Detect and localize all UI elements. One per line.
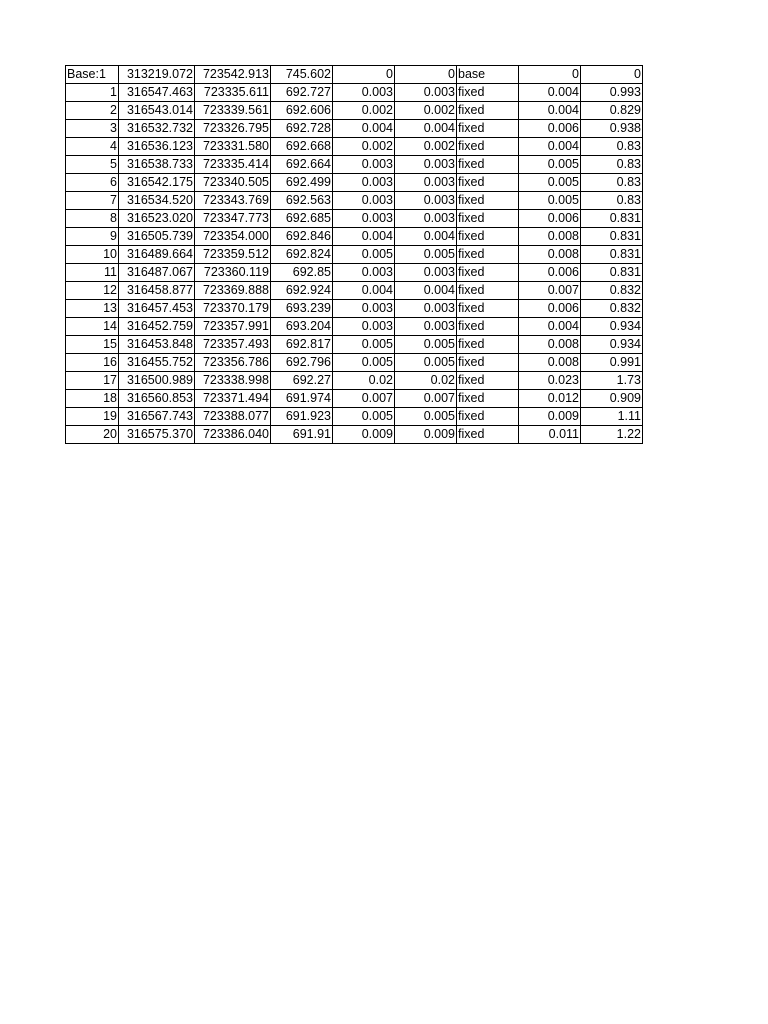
- table-cell[interactable]: 0.004: [333, 228, 395, 246]
- table-row: [66, 246, 643, 264]
- table-cell[interactable]: 1.22: [581, 426, 643, 444]
- table-cell[interactable]: 723343.769: [195, 192, 271, 210]
- table-cell[interactable]: 692.846: [271, 228, 333, 246]
- table-cell[interactable]: 0.005: [519, 174, 581, 192]
- table-cell[interactable]: 16: [66, 354, 119, 372]
- table-cell[interactable]: 0.832: [581, 282, 643, 300]
- table-cell[interactable]: 0.003: [333, 318, 395, 336]
- table-cell[interactable]: 0.002: [395, 138, 457, 156]
- table-cell[interactable]: 723335.611: [195, 84, 271, 102]
- table-cell[interactable]: 0.005: [333, 408, 395, 426]
- table-cell[interactable]: 0: [333, 66, 395, 84]
- table-cell[interactable]: fixed: [457, 372, 519, 390]
- table-cell[interactable]: 0.831: [581, 228, 643, 246]
- table-cell[interactable]: 0.003: [395, 156, 457, 174]
- table-cell[interactable]: 1.11: [581, 408, 643, 426]
- table-cell[interactable]: 0: [395, 66, 457, 84]
- table-cell[interactable]: 0.003: [333, 264, 395, 282]
- table-cell[interactable]: 20: [66, 426, 119, 444]
- table-cell[interactable]: 0.829: [581, 102, 643, 120]
- table-cell[interactable]: 691.91: [271, 426, 333, 444]
- table-cell[interactable]: 0.008: [519, 246, 581, 264]
- table-cell[interactable]: 316567.743: [119, 408, 195, 426]
- table-cell[interactable]: 0.008: [519, 336, 581, 354]
- table-row: [66, 192, 643, 210]
- table-row: [66, 138, 643, 156]
- table-cell[interactable]: fixed: [457, 84, 519, 102]
- table-cell[interactable]: base: [457, 66, 519, 84]
- table-cell[interactable]: 0.003: [333, 156, 395, 174]
- table-row: [66, 156, 643, 174]
- table-cell[interactable]: 0.02: [333, 372, 395, 390]
- table-row: [66, 300, 643, 318]
- table-cell[interactable]: 693.204: [271, 318, 333, 336]
- table-cell[interactable]: 692.85: [271, 264, 333, 282]
- table-cell[interactable]: 692.824: [271, 246, 333, 264]
- table-cell[interactable]: fixed: [457, 246, 519, 264]
- table-cell[interactable]: 0.002: [395, 102, 457, 120]
- table-cell[interactable]: fixed: [457, 156, 519, 174]
- table-cell[interactable]: Base:1: [66, 66, 119, 84]
- table-cell[interactable]: 316453.848: [119, 336, 195, 354]
- table-cell[interactable]: 0.002: [333, 138, 395, 156]
- table-cell[interactable]: 0.991: [581, 354, 643, 372]
- spreadsheet-body: [66, 66, 643, 444]
- table-cell[interactable]: 723542.913: [195, 66, 271, 84]
- table-cell[interactable]: 316538.733: [119, 156, 195, 174]
- table-cell[interactable]: 0.006: [519, 120, 581, 138]
- table-cell[interactable]: 0.004: [519, 138, 581, 156]
- table-cell[interactable]: 0.003: [395, 318, 457, 336]
- table-cell[interactable]: 723370.179: [195, 300, 271, 318]
- table-cell[interactable]: 0.005: [395, 408, 457, 426]
- table-cell[interactable]: 691.923: [271, 408, 333, 426]
- table-cell[interactable]: 316543.014: [119, 102, 195, 120]
- table-cell[interactable]: 0.009: [395, 426, 457, 444]
- table-cell[interactable]: 0.005: [333, 246, 395, 264]
- table-cell[interactable]: 0.831: [581, 264, 643, 282]
- table-cell[interactable]: 9: [66, 228, 119, 246]
- table-row: [66, 228, 643, 246]
- table-cell[interactable]: 6: [66, 174, 119, 192]
- table-cell[interactable]: fixed: [457, 210, 519, 228]
- table-cell[interactable]: 19: [66, 408, 119, 426]
- table-cell[interactable]: 313219.072: [119, 66, 195, 84]
- table-cell[interactable]: 10: [66, 246, 119, 264]
- table-row: [66, 264, 643, 282]
- table-cell[interactable]: 0.83: [581, 174, 643, 192]
- table-cell[interactable]: 316575.370: [119, 426, 195, 444]
- table-cell[interactable]: 0.003: [333, 84, 395, 102]
- table-cell[interactable]: 0.004: [519, 318, 581, 336]
- table-cell[interactable]: 3: [66, 120, 119, 138]
- table-cell[interactable]: 0.02: [395, 372, 457, 390]
- spreadsheet-table: [65, 65, 643, 444]
- table-cell[interactable]: 316487.067: [119, 264, 195, 282]
- table-cell[interactable]: 723335.414: [195, 156, 271, 174]
- table-cell[interactable]: 0.006: [519, 264, 581, 282]
- table-cell[interactable]: 11: [66, 264, 119, 282]
- table-cell[interactable]: 692.728: [271, 120, 333, 138]
- table-cell[interactable]: fixed: [457, 408, 519, 426]
- table-cell[interactable]: 1: [66, 84, 119, 102]
- table-cell[interactable]: 0.006: [519, 210, 581, 228]
- table-cell[interactable]: fixed: [457, 282, 519, 300]
- table-cell[interactable]: 0.003: [333, 300, 395, 318]
- table-cell[interactable]: 692.727: [271, 84, 333, 102]
- table-cell[interactable]: 0.007: [395, 390, 457, 408]
- table-cell[interactable]: 723357.991: [195, 318, 271, 336]
- table-cell[interactable]: 0.004: [333, 282, 395, 300]
- table-cell[interactable]: 692.27: [271, 372, 333, 390]
- table-cell[interactable]: 723371.494: [195, 390, 271, 408]
- table-cell[interactable]: 1.73: [581, 372, 643, 390]
- table-row: [66, 84, 643, 102]
- table-row: [66, 102, 643, 120]
- table-cell[interactable]: 0.004: [333, 120, 395, 138]
- table-cell[interactable]: 0.003: [333, 192, 395, 210]
- table-cell[interactable]: 0.004: [519, 102, 581, 120]
- table-cell[interactable]: 0.003: [395, 210, 457, 228]
- table-cell[interactable]: 0.934: [581, 336, 643, 354]
- table-cell[interactable]: 0.012: [519, 390, 581, 408]
- table-cell[interactable]: 0.002: [333, 102, 395, 120]
- table-cell[interactable]: fixed: [457, 390, 519, 408]
- table-cell[interactable]: 0.005: [333, 354, 395, 372]
- table-cell[interactable]: 0.005: [519, 156, 581, 174]
- table-row: [66, 390, 643, 408]
- table-cell[interactable]: 316489.664: [119, 246, 195, 264]
- table-cell[interactable]: 0.005: [519, 192, 581, 210]
- table-row: [66, 408, 643, 426]
- table-cell[interactable]: 723369.888: [195, 282, 271, 300]
- table-cell[interactable]: 0.006: [519, 300, 581, 318]
- table-cell[interactable]: 723326.795: [195, 120, 271, 138]
- table-cell[interactable]: 12: [66, 282, 119, 300]
- table-row: [66, 282, 643, 300]
- table-cell[interactable]: 0.007: [333, 390, 395, 408]
- table-cell[interactable]: 0.83: [581, 192, 643, 210]
- table-cell[interactable]: 0.831: [581, 246, 643, 264]
- table-cell[interactable]: 0: [581, 66, 643, 84]
- table-cell[interactable]: 723339.561: [195, 102, 271, 120]
- table-cell[interactable]: 0.004: [395, 120, 457, 138]
- table-cell[interactable]: fixed: [457, 336, 519, 354]
- table-cell[interactable]: 723359.512: [195, 246, 271, 264]
- table-cell[interactable]: 692.606: [271, 102, 333, 120]
- table-cell[interactable]: fixed: [457, 102, 519, 120]
- table-row: [66, 426, 643, 444]
- table-row: [66, 354, 643, 372]
- table-cell[interactable]: 4: [66, 138, 119, 156]
- table-row: [66, 372, 643, 390]
- table-cell[interactable]: 0.83: [581, 156, 643, 174]
- table-cell[interactable]: 316532.732: [119, 120, 195, 138]
- table-cell[interactable]: 0.003: [333, 210, 395, 228]
- table-cell[interactable]: 0.008: [519, 228, 581, 246]
- table-cell[interactable]: 0.009: [519, 408, 581, 426]
- table-cell[interactable]: 17: [66, 372, 119, 390]
- table-row: [66, 210, 643, 228]
- table-cell[interactable]: fixed: [457, 426, 519, 444]
- table-cell[interactable]: 0.003: [395, 264, 457, 282]
- table-cell[interactable]: 0.009: [333, 426, 395, 444]
- table-cell[interactable]: 316505.739: [119, 228, 195, 246]
- table-cell[interactable]: 0.003: [395, 300, 457, 318]
- table-cell[interactable]: 723357.493: [195, 336, 271, 354]
- table-cell[interactable]: fixed: [457, 138, 519, 156]
- table-cell[interactable]: 0.004: [519, 84, 581, 102]
- table-cell[interactable]: 316458.877: [119, 282, 195, 300]
- table-cell[interactable]: 0.831: [581, 210, 643, 228]
- table-cell[interactable]: 691.974: [271, 390, 333, 408]
- table-cell[interactable]: 0.003: [333, 174, 395, 192]
- table-cell[interactable]: 0.83: [581, 138, 643, 156]
- table-cell[interactable]: 0.934: [581, 318, 643, 336]
- table-cell[interactable]: 0.004: [395, 282, 457, 300]
- table-cell[interactable]: 316452.759: [119, 318, 195, 336]
- table-cell[interactable]: 692.796: [271, 354, 333, 372]
- table-cell[interactable]: 316560.853: [119, 390, 195, 408]
- table-cell[interactable]: 7: [66, 192, 119, 210]
- table-cell[interactable]: 692.817: [271, 336, 333, 354]
- table-cell[interactable]: 692.668: [271, 138, 333, 156]
- table-row: [66, 66, 643, 84]
- table-cell[interactable]: 0.993: [581, 84, 643, 102]
- table-cell[interactable]: fixed: [457, 300, 519, 318]
- table-cell[interactable]: 316523.020: [119, 210, 195, 228]
- table-cell[interactable]: 692.664: [271, 156, 333, 174]
- table-cell[interactable]: 0.003: [395, 192, 457, 210]
- table-cell[interactable]: 0.938: [581, 120, 643, 138]
- table-cell[interactable]: 745.602: [271, 66, 333, 84]
- table-cell[interactable]: 0.003: [395, 84, 457, 102]
- table-cell[interactable]: 13: [66, 300, 119, 318]
- table-cell[interactable]: 692.924: [271, 282, 333, 300]
- table-cell[interactable]: 723331.580: [195, 138, 271, 156]
- table-cell[interactable]: 8: [66, 210, 119, 228]
- table-cell[interactable]: 0.004: [395, 228, 457, 246]
- table-row: [66, 318, 643, 336]
- table-cell[interactable]: 693.239: [271, 300, 333, 318]
- table-row: [66, 174, 643, 192]
- table-cell[interactable]: 0.909: [581, 390, 643, 408]
- table-cell[interactable]: 14: [66, 318, 119, 336]
- table-cell[interactable]: 723388.077: [195, 408, 271, 426]
- table-cell[interactable]: 2: [66, 102, 119, 120]
- table-cell[interactable]: 15: [66, 336, 119, 354]
- table-cell[interactable]: 0.005: [395, 354, 457, 372]
- table-cell[interactable]: fixed: [457, 120, 519, 138]
- table-cell[interactable]: 723386.040: [195, 426, 271, 444]
- table-cell[interactable]: fixed: [457, 354, 519, 372]
- table-cell[interactable]: 316542.175: [119, 174, 195, 192]
- table-cell[interactable]: 692.685: [271, 210, 333, 228]
- table-cell[interactable]: 723360.119: [195, 264, 271, 282]
- table-cell[interactable]: 316534.520: [119, 192, 195, 210]
- table-cell[interactable]: fixed: [457, 174, 519, 192]
- table-cell[interactable]: 316536.123: [119, 138, 195, 156]
- table-cell[interactable]: 692.563: [271, 192, 333, 210]
- table-cell[interactable]: 723354.000: [195, 228, 271, 246]
- table-cell[interactable]: 5: [66, 156, 119, 174]
- table-cell[interactable]: 0.008: [519, 354, 581, 372]
- table-cell[interactable]: fixed: [457, 192, 519, 210]
- table-cell[interactable]: 0: [519, 66, 581, 84]
- table-cell[interactable]: 316500.989: [119, 372, 195, 390]
- table-cell[interactable]: 0.005: [395, 336, 457, 354]
- table-cell[interactable]: 0.832: [581, 300, 643, 318]
- table-cell[interactable]: 723356.786: [195, 354, 271, 372]
- table-cell[interactable]: 0.005: [395, 246, 457, 264]
- table-row: [66, 336, 643, 354]
- table-cell[interactable]: fixed: [457, 264, 519, 282]
- table-cell[interactable]: fixed: [457, 318, 519, 336]
- table-cell[interactable]: 0.007: [519, 282, 581, 300]
- table-cell[interactable]: fixed: [457, 228, 519, 246]
- table-cell[interactable]: 316547.463: [119, 84, 195, 102]
- table-cell[interactable]: 723340.505: [195, 174, 271, 192]
- table-cell[interactable]: 723338.998: [195, 372, 271, 390]
- table-cell[interactable]: 0.005: [333, 336, 395, 354]
- table-cell[interactable]: 723347.773: [195, 210, 271, 228]
- table-cell[interactable]: 0.003: [395, 174, 457, 192]
- table-cell[interactable]: 18: [66, 390, 119, 408]
- table-cell[interactable]: 316455.752: [119, 354, 195, 372]
- table-cell[interactable]: 316457.453: [119, 300, 195, 318]
- table-row: [66, 120, 643, 138]
- table-cell[interactable]: 0.011: [519, 426, 581, 444]
- table-cell[interactable]: 0.023: [519, 372, 581, 390]
- table-cell[interactable]: 692.499: [271, 174, 333, 192]
